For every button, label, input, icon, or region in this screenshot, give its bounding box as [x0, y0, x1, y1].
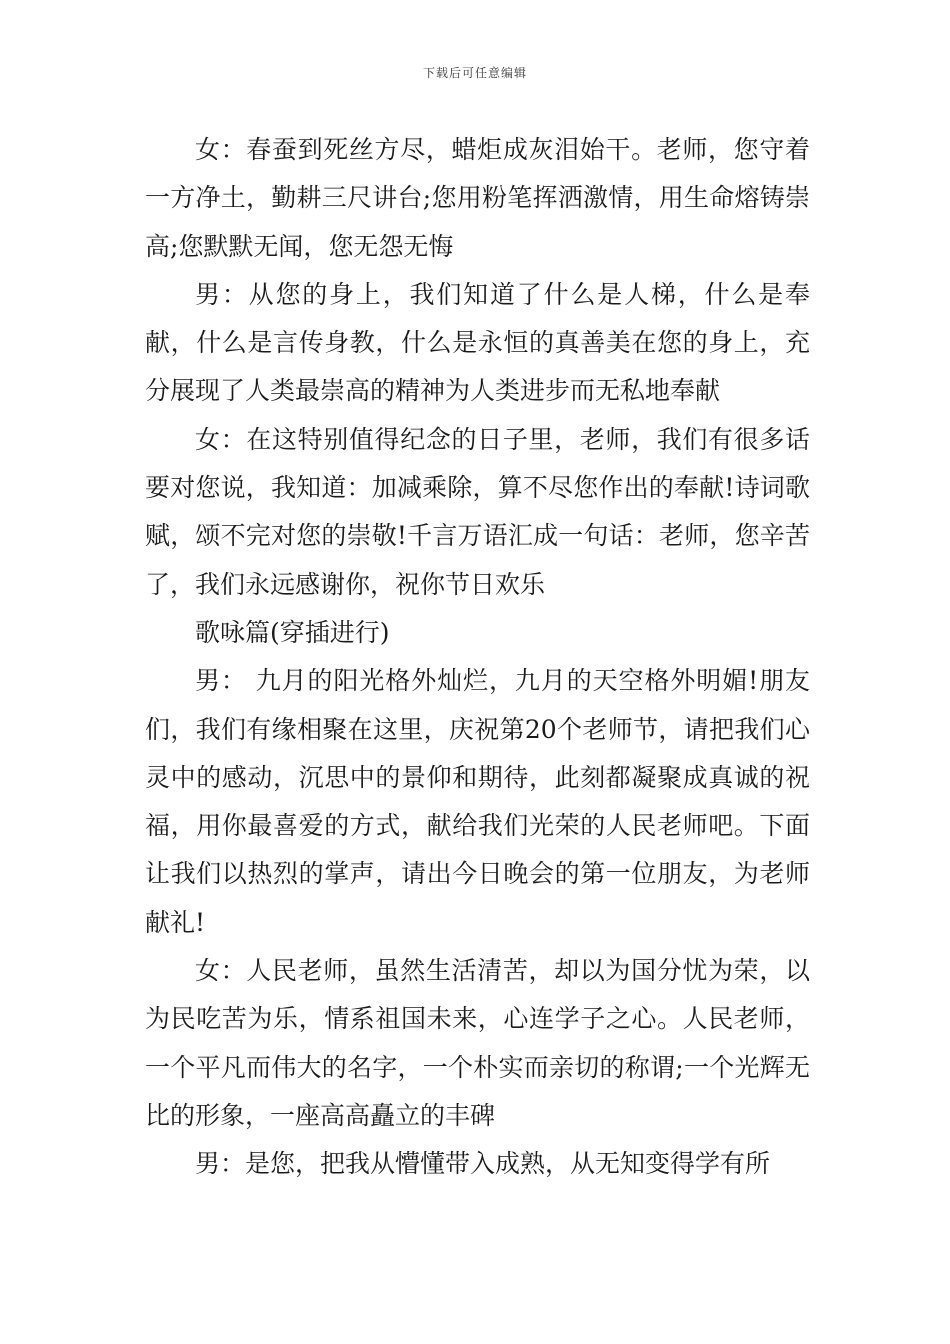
- paragraph-female-1: 女：春蚕到死丝方尽，蜡炬成灰泪始干。老师，您守着一方净土，勤耕三尺讲台;您用粉笔挥洒激情，用生命熔铸崇高;您默默无闻，您无怨无悔: [145, 135, 810, 261]
- section-heading: 歌咏篇(穿插进行): [195, 617, 390, 647]
- paragraph-female-3: 女：人民老师，虽然生活清苦，却以为国分忧为荣，以为民吃苦为乐，情系祖国未来，心连学子之心。人民老师，一个平凡而伟大的名字，一个朴实而亲切的称谓;一个光辉无比的形象，一座高高矗立的丰碑: [145, 956, 810, 1130]
- paragraph-male-1: 男：从您的身上，我们知道了什么是人梯，什么是奉献，什么是言传身教，什么是永恒的真善美在您的身上，充分展现了人类最崇高的精神为人类进步而无私地奉献: [145, 279, 810, 406]
- paragraph-male-3: 男：是您，把我从懵懂带入成熟，从无知变得学有所: [195, 1149, 771, 1179]
- document-body: [145, 126, 810, 1189]
- page-header: 下载后可任意编辑: [422, 66, 527, 80]
- paragraph-male-2: 男： 九月的阳光格外灿烂，九月的天空格外明媚!朋友们，我们有缘相聚在这里，庆祝第20个老师节，请把我们心灵中的感动，沉思中的景仰和期待，此刻都凝聚成真诚的祝福，用你最喜爱的方式，献给我们光荣的人民老师吧。下面让我们以热烈的掌声，请出今日晚会的第一位朋友，为老师献礼!: [145, 666, 810, 937]
- paragraph-female-2: 女：在这特别值得纪念的日子里，老师，我们有很多话要对您说，我知道：加减乘除，算不尽您作出的奉献!诗词歌赋，颂不完对您的崇敬!千言万语汇成一句话：老师，您辛苦了，我们永远感谢你，祝你节日欢乐: [145, 424, 810, 599]
